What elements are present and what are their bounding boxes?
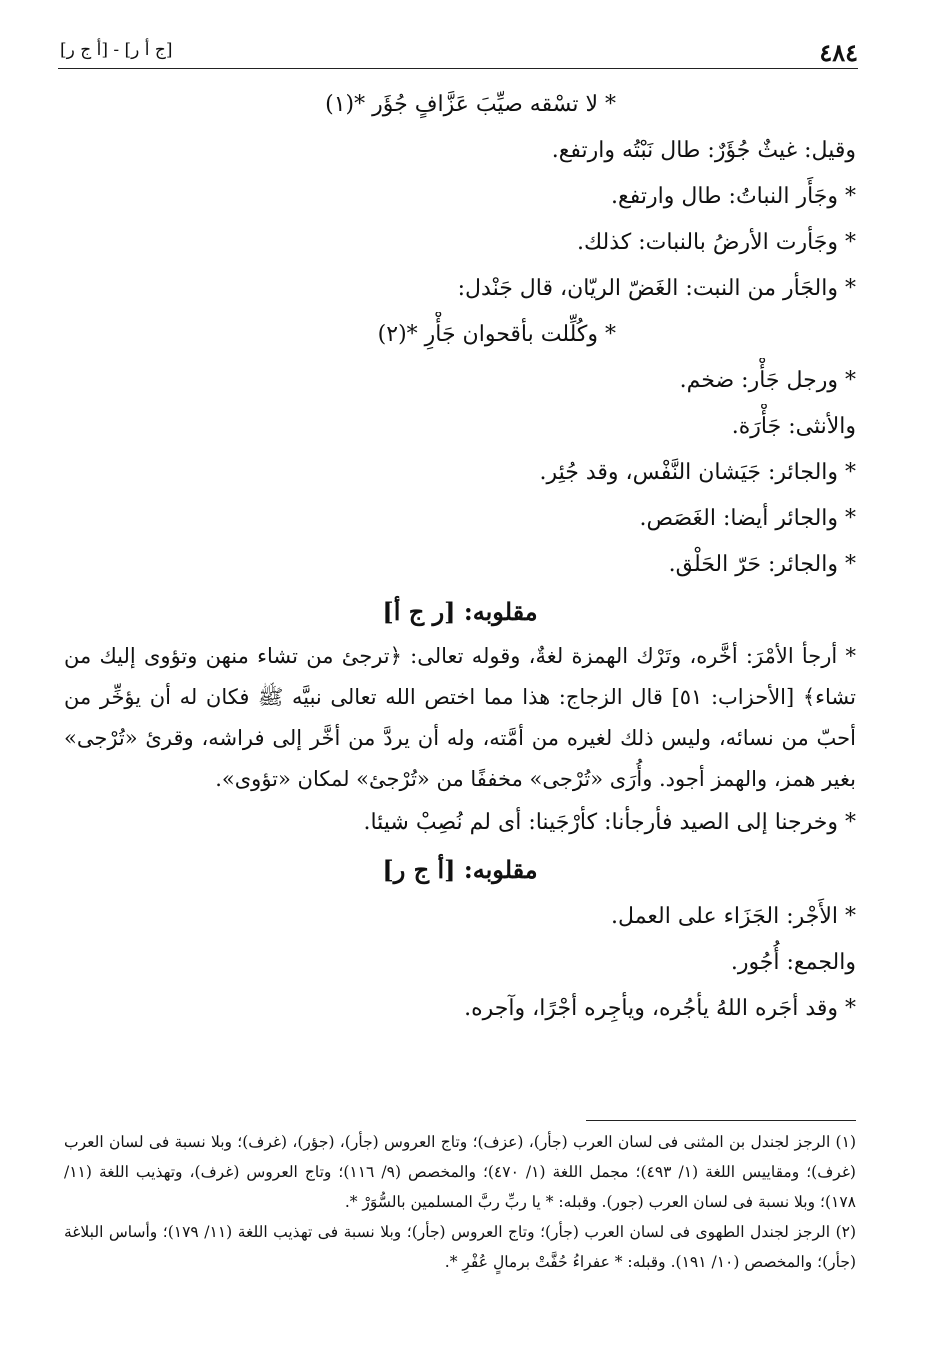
text-line: وقيل: غيثٌ جُؤَرٌ: طال نَبْتُه وارتفع.: [551, 138, 856, 163]
section-paragraph: * أرجأ الأمْرَ: أخَّره، وتَرْك الهمزة لغةٌ، وقوله تعالى: ﴿ترجئ من تشاء منهن وتؤوى إليك من تشاء﴾ [الأحزاب: ٥١] قال الزجاج: هذا مما اختص الله تعالى نبيَّه ﷺ فكان له أن يؤخِّر من أحبّ من نسائه، وليس ذلك لغيره من أمَّته، وله أن يردَّ من أخَّر إلى فراشه، وقرئ «تُرْجى» بغير همز، والهمز أجود. وأُرَى «تُرْجى» مخففًا من «تُرْجئ» لمكان «تؤوى».: [64, 644, 856, 791]
text-line: والأنثى: جَأْرَة.: [731, 414, 856, 439]
text-line: * ورجل جَأْر: ضخم.: [679, 368, 856, 393]
main-text: [64, 82, 856, 1032]
footnote-2: (٢) الرجز لجندل الطهوى فى لسان العرب (جأر)؛ وتاج العروس (جأر)؛ وبلا نسبة فى تهذيب اللغة (١١/ ١٧٩)؛ وأساس البلاغة (جأر)؛ والمخصص (١٠/ ١٩١). وقبله: * عفراءُ حُفَّتْ برمالٍ عُفْرِ *.: [64, 1223, 857, 1271]
footnotes: [64, 1120, 856, 1277]
verse-line: * لا تسْقه صيِّبَ عَزَّافٍ جُؤَر *(١): [325, 92, 616, 117]
running-header: [ج أ ر] - [أ ج ر]: [60, 40, 173, 60]
text-line: * والجائر: حَرّ الحَلْق.: [668, 552, 856, 577]
text-line: * الأَجْر: الجَزَاء على العمل.: [611, 904, 856, 929]
footnote-divider: [586, 1120, 856, 1121]
footnote-1: (١) الرجز لجندل بن المثنى فى لسان العرب (جأر)، (عزف)؛ وتاج العروس (جأر)، (جؤر)، (غرف)؛ وبلا نسبة فى لسان العرب (غرف)؛ ومقاييس اللغة (١/ ٤٩٣)؛ مجمل اللغة (١/ ٤٧٠)؛ والمخصص (٩/ ١١٦)؛ وتاج العروس (غرف)، وتهذيب اللغة (١١/ ١٧٨)؛ وبلا نسبة فى لسان العرب (جور). وقبله: * يا ربِّ ربَّ المسلمين بالسُّوَرْ *.: [64, 1133, 856, 1211]
text-line: * وجَأرت الأرضُ بالنبات: كذلك.: [576, 230, 856, 255]
text-line: * وجَأَر النباتُ: طال وارتفع.: [611, 184, 856, 209]
page-number: ٤٨٤: [819, 38, 858, 67]
page-header: [58, 34, 858, 69]
text-line: * والجائر: جَيَشان النَّفْس، وقد جُئِر.: [539, 460, 856, 485]
text-line: * وقد أجَره اللهُ يأجُره، ويأجِره أجْرًا، وآجره.: [464, 996, 856, 1021]
text-line: والجمع: أُجُور.: [730, 950, 856, 975]
section-heading-ajr: مقلوبه: [أ ج ر]: [382, 855, 538, 884]
text-line: * والجائر أيضا: الغَصَص.: [639, 506, 856, 531]
verse-line: * وكُلِّلت بأقحوان جَأْرِ *(٢): [377, 322, 616, 347]
text-line: * والجَأر من النبت: الغَضّ الريّان، قال جَنْدل:: [457, 276, 856, 301]
text-line: * وخرجنا إلى الصيد فأرجأنا: كأرْجَينا: أى لم نُصِبْ شيئا.: [363, 810, 856, 835]
section-heading-rja: مقلوبه: [ر ج أ]: [382, 597, 538, 626]
